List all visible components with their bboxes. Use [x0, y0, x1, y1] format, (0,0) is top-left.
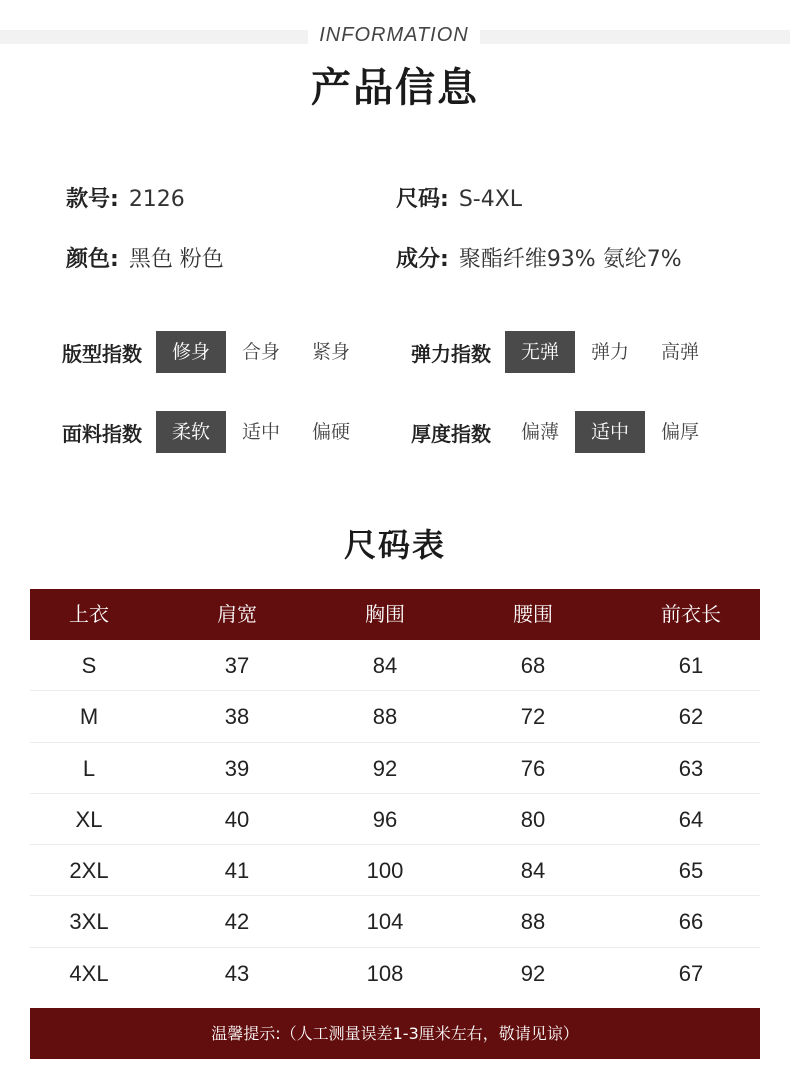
index-fit-option: 合身	[241, 341, 280, 363]
index-fit-label: 版型指数	[62, 341, 142, 366]
measurement-cell: 41	[224, 858, 250, 884]
measurement-cell: 38	[224, 704, 250, 730]
size-cell: 4XL	[69, 960, 109, 986]
info-composition-value: 聚酯纤维93% 氨纶7%	[458, 247, 682, 272]
column-header: 前衣长	[661, 602, 721, 626]
header-decor-line-left	[0, 30, 308, 44]
column-header: 上衣	[69, 602, 109, 626]
table-row	[30, 845, 760, 896]
measurement-cell: 92	[520, 960, 546, 986]
info-style-no-label: 款号:	[66, 187, 119, 212]
measurement-cell: 80	[520, 806, 546, 832]
measurement-cell: 100	[366, 858, 404, 884]
measurement-cell: 108	[366, 960, 404, 986]
column-header: 腰围	[513, 602, 553, 626]
measurement-cell: 42	[224, 909, 250, 935]
measurement-cell: 88	[520, 909, 546, 935]
index-fit	[62, 331, 366, 373]
info-size	[396, 182, 522, 213]
measurement-cell: 104	[366, 909, 404, 935]
measurement-cell: 63	[678, 755, 704, 781]
index-elasticity-option: 无弹	[505, 331, 575, 373]
size-cell: 3XL	[69, 909, 109, 935]
index-fabric-option: 偏硬	[311, 421, 350, 443]
info-size-label: 尺码:	[396, 187, 449, 212]
measurement-cell: 84	[372, 653, 398, 678]
measurement-cell: 62	[678, 704, 704, 730]
measurement-cell: 92	[372, 755, 398, 781]
index-thickness-option: 适中	[575, 411, 645, 453]
info-style-no-value: 2126	[128, 187, 185, 212]
index-elasticity-label: 弹力指数	[411, 341, 491, 366]
measurement-cell: 72	[520, 704, 546, 730]
header-decor-line-right	[480, 30, 790, 44]
index-fit-option: 修身	[156, 331, 226, 373]
index-fabric-option: 适中	[241, 421, 280, 443]
measurement-cell: 61	[678, 653, 704, 678]
table-row	[30, 640, 760, 691]
index-elasticity-option: 弹力	[590, 341, 629, 363]
size-cell: S	[81, 653, 97, 678]
measurement-cell: 43	[224, 960, 250, 986]
info-color	[66, 242, 224, 273]
english-title: INFORMATION	[319, 24, 469, 46]
size-cell: M	[79, 704, 99, 730]
table-row	[30, 948, 760, 999]
measurement-cell: 68	[520, 653, 546, 678]
measurement-cell: 84	[520, 858, 546, 884]
size-table-footnote: 温馨提示:（人工测量误差1-3厘米左右，敬请见谅）	[30, 1008, 760, 1059]
info-size-value: S-4XL	[458, 187, 523, 212]
index-fabric-label: 面料指数	[62, 421, 142, 446]
index-thickness-label: 厚度指数	[411, 421, 491, 446]
index-thickness-option: 偏薄	[520, 421, 559, 443]
column-header: 胸围	[365, 602, 405, 626]
info-composition	[396, 242, 682, 273]
table-row	[30, 743, 760, 794]
info-style-no	[66, 182, 185, 213]
measurement-cell: 39	[224, 755, 250, 781]
index-thickness-option: 偏厚	[660, 421, 699, 443]
index-elasticity-option: 高弹	[660, 341, 699, 363]
size-cell: 2XL	[69, 858, 109, 884]
measurement-cell: 96	[372, 806, 398, 832]
info-composition-label: 成分:	[396, 247, 449, 272]
index-fabric	[62, 411, 366, 453]
measurement-cell: 67	[678, 960, 704, 986]
measurement-cell: 40	[224, 806, 250, 832]
size-table-header	[30, 589, 760, 640]
index-thickness	[411, 411, 715, 453]
measurement-cell: 64	[678, 806, 704, 832]
size-cell: L	[82, 755, 96, 781]
size-table-body	[30, 640, 760, 999]
info-color-label: 颜色:	[66, 247, 119, 272]
info-color-value: 黑色 粉色	[128, 247, 224, 272]
measurement-cell: 76	[520, 755, 546, 781]
index-elasticity	[411, 331, 715, 373]
size-cell: XL	[75, 806, 103, 832]
measurement-cell: 37	[224, 653, 250, 678]
index-fabric-option: 柔软	[156, 411, 226, 453]
size-chart-title: 尺码表	[343, 526, 446, 564]
table-row	[30, 691, 760, 742]
index-fit-option: 紧身	[311, 341, 350, 363]
table-row	[30, 794, 760, 845]
measurement-cell: 66	[678, 909, 704, 935]
measurement-cell: 65	[678, 858, 704, 884]
page-title: 产品信息	[311, 65, 479, 111]
column-header: 肩宽	[217, 602, 257, 626]
measurement-cell: 88	[372, 704, 398, 730]
table-row	[30, 896, 760, 947]
